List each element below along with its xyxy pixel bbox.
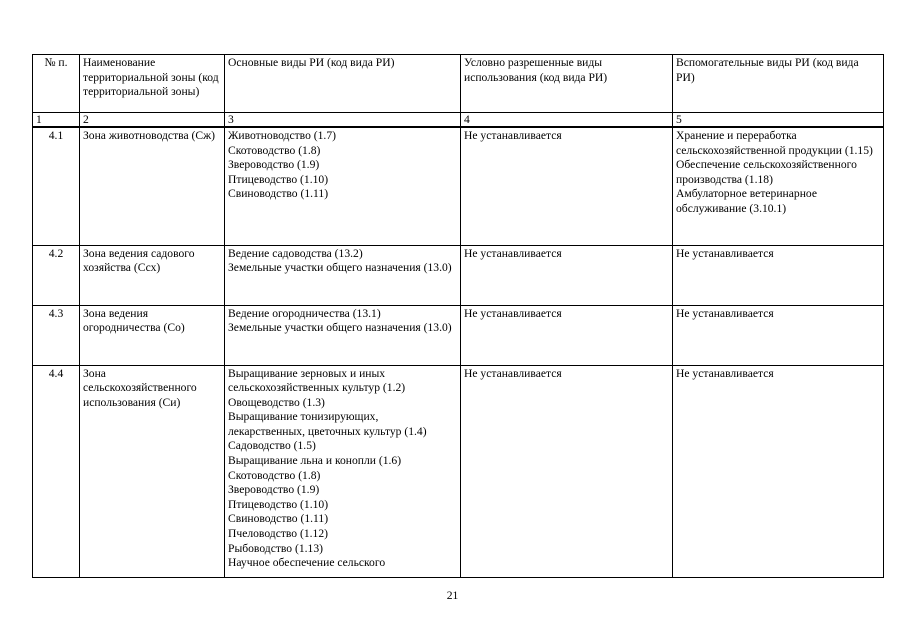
column-number-row	[33, 113, 884, 128]
land-use-entry: Выращивание тонизирующих, лекарственных, цветочных культур (1.4)	[228, 410, 427, 438]
column-number: 4	[461, 113, 673, 128]
table-body	[33, 127, 884, 577]
table-row	[33, 245, 884, 305]
land-use-entry: Свиноводство (1.11)	[228, 512, 329, 526]
conditional-use-cell	[461, 305, 673, 365]
table-row	[33, 365, 884, 577]
header-auxiliary-uses: Вспомогательные виды РИ (код вида РИ)	[673, 55, 884, 113]
zone-name: Зона ведения огородничества (Со)	[80, 305, 225, 365]
land-use-entry: Животноводство (1.7)	[228, 129, 336, 142]
column-number: 3	[225, 113, 461, 128]
land-use-entry: Не устанавливается	[464, 306, 562, 320]
land-use-entry: Рыбоводство (1.13)	[228, 541, 324, 555]
row-number: 4.4	[33, 365, 80, 577]
row-number: 4.1	[33, 127, 80, 245]
land-use-entry: Обеспечение сельскохозяйственного производства (1.18)	[676, 158, 857, 186]
main-use-cell	[225, 365, 461, 577]
land-use-entry: Выращивание зерновых и иных сельскохозяйственных культур (1.2)	[228, 366, 406, 395]
column-number: 1	[33, 113, 80, 128]
land-use-entry: Не устанавливается	[676, 246, 774, 260]
table-row	[33, 305, 884, 365]
header-zone-name: Наименование территориальной зоны (код территориальной зоны)	[80, 55, 225, 113]
land-use-entry: Звероводство (1.9)	[228, 158, 320, 172]
auxiliary-use-cell	[673, 365, 884, 577]
column-number: 5	[673, 113, 884, 128]
land-use-entry: Земельные участки общего назначения (13.0)	[228, 321, 452, 335]
header-main-uses: Основные виды РИ (код вида РИ)	[225, 55, 461, 113]
land-use-entry: Ведение огородничества (13.1)	[228, 306, 381, 320]
land-use-entry: Амбулаторное ветеринарное обслуживание (3.10.1)	[676, 187, 817, 215]
auxiliary-use-cell	[673, 305, 884, 365]
land-use-entry: Хранение и переработка сельскохозяйственной продукции (1.15)	[676, 129, 873, 157]
land-use-entry: Не устанавливается	[676, 366, 774, 380]
land-use-entry: Не устанавливается	[464, 129, 562, 142]
zone-name: Зона ведения садового хозяйства (Ссх)	[80, 245, 225, 305]
row-number: 4.3	[33, 305, 80, 365]
row-number: 4.2	[33, 245, 80, 305]
land-use-entry: Птицеводство (1.10)	[228, 497, 329, 511]
land-use-entry: Скотоводство (1.8)	[228, 468, 321, 482]
land-use-entry: Выращивание льна и конопли (1.6)	[228, 454, 402, 468]
header-number: № п.	[33, 55, 80, 113]
page-number: 21	[446, 589, 459, 602]
auxiliary-use-cell	[673, 127, 884, 245]
land-use-entry: Садоводство (1.5)	[228, 439, 316, 453]
column-number: 2	[80, 113, 225, 128]
land-use-entry: Звероводство (1.9)	[228, 483, 320, 497]
land-use-entry: Птицеводство (1.10)	[228, 172, 329, 186]
conditional-use-cell	[461, 365, 673, 577]
auxiliary-use-cell	[673, 245, 884, 305]
land-use-entry: Земельные участки общего назначения (13.0)	[228, 261, 452, 275]
zones-table	[32, 54, 884, 578]
header-conditional-uses: Условно разрешенные виды использования (код вида РИ)	[461, 55, 673, 113]
main-use-cell	[225, 245, 461, 305]
main-use-cell	[225, 127, 461, 245]
land-use-entry: Не устанавливается	[676, 306, 774, 320]
table-row	[33, 127, 884, 245]
land-use-entry: Научное обеспечение сельского	[228, 556, 386, 570]
land-use-entry: Не устанавливается	[464, 246, 562, 260]
land-use-entry: Свиноводство (1.11)	[228, 187, 329, 201]
main-use-cell	[225, 305, 461, 365]
zone-name: Зона сельскохозяйственного использования (Си)	[80, 365, 225, 577]
zone-name: Зона животноводства (Сж)	[80, 127, 225, 245]
land-use-entry: Ведение садоводства (13.2)	[228, 246, 363, 260]
conditional-use-cell	[461, 245, 673, 305]
table-header-row	[33, 55, 884, 113]
land-use-entry: Пчеловодство (1.12)	[228, 527, 329, 541]
land-use-entry: Не устанавливается	[464, 366, 562, 380]
conditional-use-cell	[461, 127, 673, 245]
land-use-entry: Овощеводство (1.3)	[228, 395, 325, 409]
land-use-entry: Скотоводство (1.8)	[228, 143, 321, 157]
